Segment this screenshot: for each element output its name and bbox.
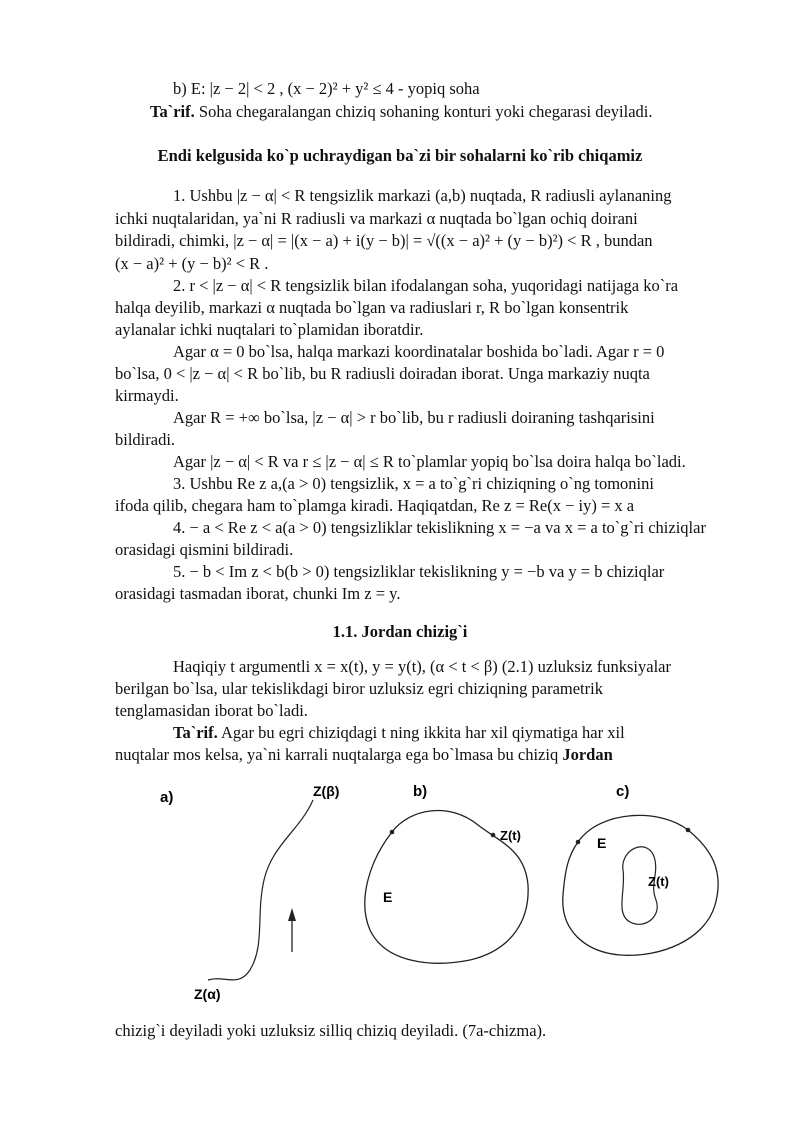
definition-text-2: Agar bu egri chiziqdagi t ning ikkita har xil qiymatiga har xil xyxy=(217,723,625,742)
line-10: aylanalar ichki nuqtalari to`plamidan iboratdir. xyxy=(115,320,424,339)
line-02 xyxy=(150,102,653,122)
line-01: b) E: |z − 2| < 2 , (x − 2)² + y² ≤ 4 - yopiq soha xyxy=(173,79,480,98)
line-25: berilgan bo`lsa, ular tekislikdagi biror uzluksiz egri chiziqning parametrik xyxy=(115,679,603,698)
line-27 xyxy=(173,723,625,743)
line-28-text: nuqtalar mos kelsa, ya`ni karrali nuqtalarga ega bo`lmasa bu chiziq xyxy=(115,745,563,764)
outer-curve-c xyxy=(563,815,718,955)
line-06: bildiradi, chimki, |z − α| = |(x − a) + i(y − b)| = √((x − a)² + (y − b)²) < R , bundan xyxy=(115,231,653,250)
line-28 xyxy=(115,745,613,765)
label-zt-b: Z(t) xyxy=(500,828,521,843)
line-20: orasidagi qismini bildiradi. xyxy=(115,540,294,559)
label-z-alpha: Z(α) xyxy=(194,986,221,1002)
point-c-2 xyxy=(686,828,691,833)
definition-label-2: Ta`rif. xyxy=(173,723,218,742)
label-e-c: E xyxy=(597,835,607,851)
subsection-heading: 1.1. Jordan chizig`i xyxy=(332,622,468,641)
label-b: b) xyxy=(413,783,428,800)
line-16: Agar |z − α| < R va r ≤ |z − α| ≤ R to`plamlar yopiq bo`lsa doira halqa bo`ladi. xyxy=(173,452,686,471)
definition-label: Ta`rif. xyxy=(150,102,195,121)
label-a: a) xyxy=(160,789,174,806)
section-heading: Endi kelgusida ko`p uchraydigan ba`zi bir sohalarni ko`rib chiqamiz xyxy=(157,146,643,165)
line-19: 4. − a < Re z < a(a > 0) tengsizliklar tekislikning x = −a va x = a to`g`ri chiziqlar xyxy=(173,518,706,537)
line-24: Haqiqiy t argumentli x = x(t), y = y(t), (α < t < β) (2.1) uzluksiz funksiyalar xyxy=(173,657,671,676)
curve-a xyxy=(208,800,313,980)
point-b-1 xyxy=(390,830,395,835)
line-07: (x − a)² + (y − b)² < R . xyxy=(115,254,269,273)
line-13: kirmaydi. xyxy=(115,386,179,405)
line-08: 2. r < |z − α| < R tengsizlik bilan ifodalangan soha, yuqoridagi natijaga ko`ra xyxy=(173,276,679,295)
line-12: bo`lsa, 0 < |z − α| < R bo`lib, bu R radiusli doiradan iborat. Unga markaziy nuqta xyxy=(115,364,650,383)
line-18: ifoda qilib, chegara ham to`plamga kiradi. Haqiqatdan, Re z = Re(x − iy) = x a xyxy=(115,496,635,515)
label-e-b: E xyxy=(383,889,393,905)
line-04: 1. Ushbu |z − α| < R tengsizlik markazi (a,b) nuqtada, R radiusli aylananing xyxy=(173,186,672,205)
line-09: halqa deyilib, markazi α nuqtada bo`lgan va radiuslari r, R bo`lgan konsentrik xyxy=(115,298,629,317)
jordan-curves-figure xyxy=(0,770,800,1010)
line-14: Agar R = +∞ bo`lsa, |z − α| > r bo`lib, bu r radiusli doiraning tashqarisini xyxy=(173,408,655,427)
line-26: tenglamasidan iborat bo`ladi. xyxy=(115,701,308,720)
point-b-2 xyxy=(491,833,496,838)
line-11: Agar α = 0 bo`lsa, halqa markazi koordinatalar boshida bo`ladi. Agar r = 0 xyxy=(173,342,665,361)
line-29: chizig`i deyiladi yoki uzluksiz silliq chiziq deyiladi. (7a-chizma). xyxy=(115,1021,547,1040)
line-15: bildiradi. xyxy=(115,430,176,449)
label-z-beta: Z(β) xyxy=(313,783,340,799)
line-17: 3. Ushbu Re z a,(a > 0) tengsizlik, x = a to`g`ri chiziqning o`ng tomonini xyxy=(173,474,654,493)
definition-text: Soha chegaralangan chiziq sohaning konturi yoki chegarasi deyiladi. xyxy=(194,102,653,121)
line-22: orasidagi tasmadan iborat, chunki Im z = y. xyxy=(115,584,401,603)
arrow-up-icon xyxy=(288,908,296,921)
line-05: ichki nuqtalaridan, ya`ni R radiusli va markazi α nuqtada bo`lgan ochiq doirani xyxy=(115,209,638,228)
label-zt-c: Z(t) xyxy=(648,874,669,889)
label-c: c) xyxy=(616,783,630,800)
line-21: 5. − b < Im z < b(b > 0) tengsizliklar tekislikning y = −b va y = b chiziqlar xyxy=(173,562,665,581)
point-c-1 xyxy=(576,840,581,845)
jordan-term: Jordan xyxy=(562,745,613,764)
